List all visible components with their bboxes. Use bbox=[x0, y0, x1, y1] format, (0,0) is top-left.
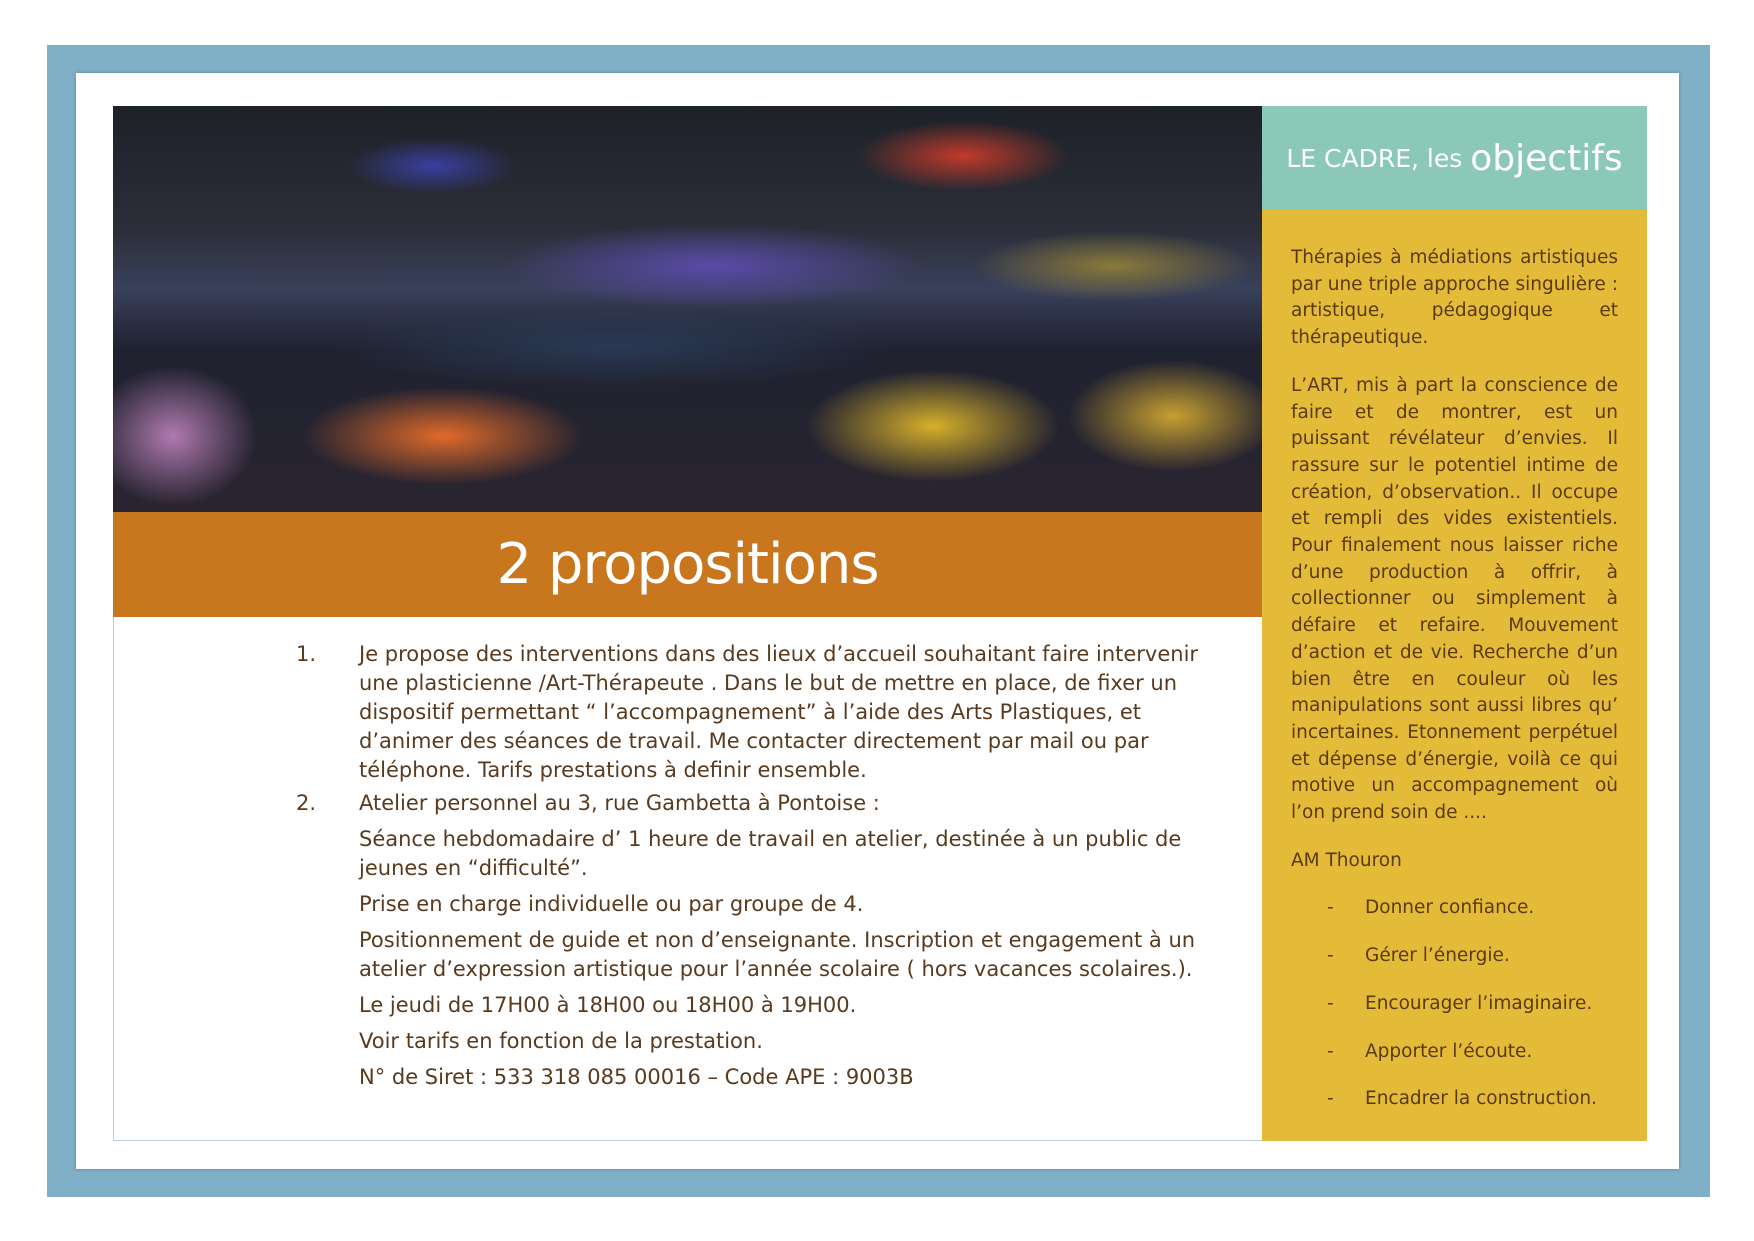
propositions-list bbox=[296, 640, 1226, 1092]
objective-text: Encourager l’imaginaire. bbox=[1365, 992, 1593, 1014]
objective-text: Encadrer la construction. bbox=[1365, 1088, 1598, 1110]
item-paragraph: Le jeudi de 17H00 à 18H00 ou 18H00 à 19H00. bbox=[359, 993, 857, 1017]
objective-text: Gérer l’énergie. bbox=[1365, 945, 1510, 967]
objective-text: Donner confiance. bbox=[1365, 897, 1535, 919]
objective-item bbox=[1291, 895, 1618, 922]
sidebar-title-small: LE CADRE, les bbox=[1286, 143, 1463, 173]
objective-item bbox=[1291, 1086, 1618, 1113]
dash-bullet: - bbox=[1327, 992, 1334, 1014]
dash-bullet: - bbox=[1327, 1088, 1334, 1110]
objective-item bbox=[1291, 991, 1618, 1018]
objective-text: Apporter l’écoute. bbox=[1365, 1040, 1533, 1062]
item-paragraph: Voir tarifs en fonction de la prestation. bbox=[359, 1029, 763, 1053]
page-title: 2 propositions bbox=[496, 532, 879, 597]
artwork-photo bbox=[113, 106, 1262, 512]
objective-item bbox=[1291, 1039, 1618, 1066]
item-paragraph: Prise en charge individuelle ou par groupe de 4. bbox=[359, 892, 864, 916]
item-text: Je propose des interventions dans des lieux d’accueil souhaitant faire intervenir une plasticienne /Art-Thérapeute . Dans le but de mettre en place, de fixer un dispositif permettant “ l’accompagnement” à l’aide des Arts Plastiques, et d’animer des séances de travail. Me contacter directement par mail ou par téléphone. Tarifs prestations à definir ensemble. bbox=[359, 642, 1199, 782]
siret-info: N° de Siret : 533 318 085 00016 – Code APE : 9003B bbox=[359, 1065, 914, 1089]
item-number: 2. bbox=[296, 791, 317, 815]
item-paragraph: Positionnement de guide et non d’enseignante. Inscription et engagement à un atelier d’expression artistique pour l’année scolaire ( hors vacances scolaires.). bbox=[359, 928, 1196, 981]
sidebar-header bbox=[1262, 106, 1647, 210]
item-paragraph: Séance hebdomadaire d’ 1 heure de travail en atelier, destinée à un public de jeunes en “difficulté”. bbox=[359, 827, 1182, 880]
sidebar-body bbox=[1262, 210, 1647, 1141]
author-name: AM Thouron bbox=[1291, 849, 1402, 871]
list-item bbox=[296, 789, 1226, 818]
item-text: Atelier personnel au 3, rue Gambetta à Pontoise : bbox=[359, 791, 880, 815]
title-banner bbox=[113, 512, 1262, 617]
list-item bbox=[296, 640, 1226, 785]
dash-bullet: - bbox=[1327, 945, 1334, 967]
sidebar-paragraph: Thérapies à médiations artistiques par une triple approche singulière : artistique, pédagogique et thérapeutique. bbox=[1291, 247, 1618, 349]
objective-item bbox=[1291, 943, 1618, 970]
dash-bullet: - bbox=[1327, 1040, 1334, 1062]
dash-bullet: - bbox=[1327, 897, 1334, 919]
sidebar-title-big: objectifs bbox=[1470, 137, 1623, 179]
sidebar-paragraph: L’ART, mis à part la conscience de faire et de montrer, est un puissant révélateur d’envies. Il rassure sur le potentiel intime de création, d’observation.. Il occupe et rempli des vides existentiels. Pour finalement nous laisser riche d’une production à offrir, à collectionner ou simplement à défaire et refaire. Mouvement d’action et de vie. Recherche d’un bien être en couleur où les manipulations sont aussi libres qu’ incertaines. Etonnement perpétuel et dépense d’énergie, voilà ce qui motive un accompagnement où l’on prend soin de .... bbox=[1291, 374, 1618, 824]
item-number: 1. bbox=[296, 642, 317, 666]
